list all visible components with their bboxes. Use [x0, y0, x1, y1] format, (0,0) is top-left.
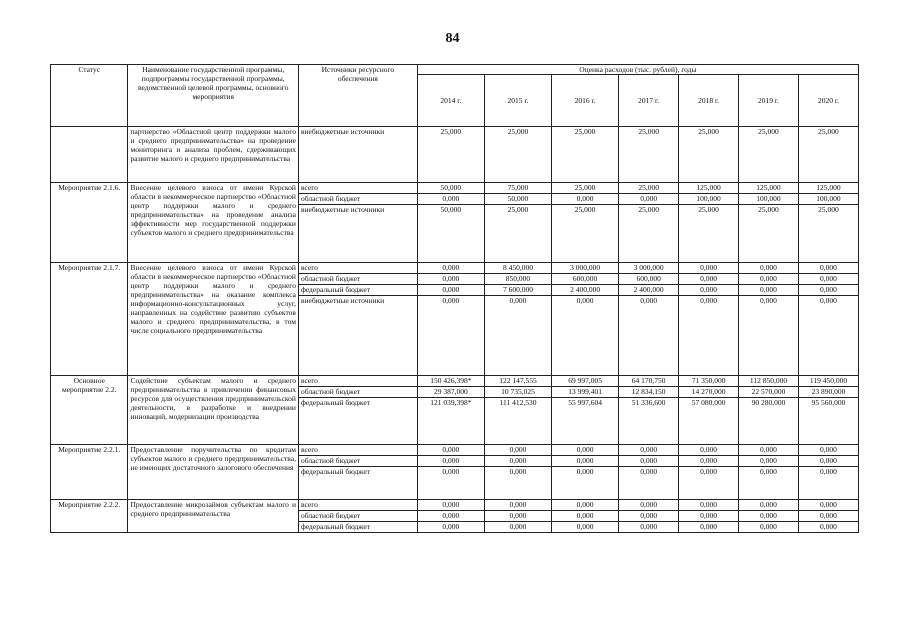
value-cell: 0,000 — [552, 522, 619, 533]
value-cell: 25,000 — [619, 183, 679, 194]
value-cell: 75,000 — [484, 183, 551, 194]
page-number: 84 — [445, 31, 460, 46]
header-year: 2016 г. — [552, 75, 619, 127]
value-cell: 0,000 — [739, 500, 799, 511]
value-cell: 0,000 — [417, 511, 484, 522]
name-cell: Внесение целевого взноса от имени Курской области в некоммерческое партнерство «Областной центр поддержки малого и среднего предпринимательства» на проведение анализа эффективности мер государственной поддержки субъектов малого и среднего предпринимательства — [128, 183, 298, 263]
value-cell: 0,000 — [417, 285, 484, 296]
value-cell: 14 270,000 — [679, 387, 739, 398]
source-cell: областной бюджет — [298, 274, 417, 285]
value-cell: 0,000 — [484, 456, 551, 467]
value-cell: 25,000 — [798, 205, 858, 263]
value-cell: 3 000,000 — [552, 263, 619, 274]
value-cell: 0,000 — [552, 445, 619, 456]
value-cell: 112 850,000 — [739, 376, 799, 387]
source-cell: федеральный бюджет — [298, 467, 417, 500]
value-cell: 8 450,000 — [484, 263, 551, 274]
value-cell: 0,000 — [739, 456, 799, 467]
value-cell: 0,000 — [798, 511, 858, 522]
value-cell: 0,000 — [739, 445, 799, 456]
table-row — [51, 263, 859, 274]
value-cell: 111 412,530 — [484, 398, 551, 445]
source-cell: всего — [298, 183, 417, 194]
status-cell: Мероприятие 2.2.1. — [51, 445, 128, 500]
value-cell: 600,000 — [552, 274, 619, 285]
value-cell: 25,000 — [798, 127, 858, 183]
name-cell: Внесение целевого взноса от имени Курской области в некоммерческое партнерство «Областной центр поддержки малого и среднего предпринимательства» на оказание комплекса информационно-консультационных услуг, направленных на содействие развитию субъектов малого и среднего предпринимательства, в том числе социального предпринимательства — [128, 263, 298, 376]
value-cell: 0,000 — [679, 274, 739, 285]
status-cell: Мероприятие 2.2.2. — [51, 500, 128, 533]
value-cell: 3 000,000 — [619, 263, 679, 274]
value-cell: 7 600,000 — [484, 285, 551, 296]
name-cell: Предоставление микрозаймов субъектам малого и среднего предпринимательства — [128, 500, 298, 533]
source-cell: областной бюджет — [298, 194, 417, 205]
table-row — [51, 376, 859, 387]
value-cell: 0,000 — [739, 511, 799, 522]
value-cell: 0,000 — [798, 274, 858, 285]
value-cell: 122 147,555 — [484, 376, 551, 387]
header-year: 2018 г. — [679, 75, 739, 127]
value-cell: 25,000 — [619, 127, 679, 183]
value-cell: 25,000 — [552, 205, 619, 263]
header-year: 2014 г. — [417, 75, 484, 127]
value-cell: 50,000 — [417, 183, 484, 194]
value-cell: 0,000 — [739, 285, 799, 296]
value-cell: 0,000 — [484, 296, 551, 376]
value-cell: 0,000 — [679, 456, 739, 467]
value-cell: 0,000 — [552, 467, 619, 500]
name-cell: Предоставление поручительства по кредитам субъектов малого и среднего предпринимательства, не имеющих достаточного залогового обеспечения — [128, 445, 298, 500]
value-cell: 25,000 — [679, 205, 739, 263]
value-cell: 0,000 — [417, 456, 484, 467]
value-cell: 0,000 — [679, 500, 739, 511]
value-cell: 55 997,604 — [552, 398, 619, 445]
value-cell: 0,000 — [739, 467, 799, 500]
value-cell: 0,000 — [798, 285, 858, 296]
source-cell: внебюджетные источники — [298, 205, 417, 263]
value-cell: 600,000 — [619, 274, 679, 285]
value-cell: 51 336,600 — [619, 398, 679, 445]
value-cell: 25,000 — [417, 127, 484, 183]
value-cell: 0,000 — [798, 445, 858, 456]
budget-table — [50, 64, 859, 533]
value-cell: 125,000 — [798, 183, 858, 194]
value-cell: 150 426,398* — [417, 376, 484, 387]
value-cell: 0,000 — [417, 194, 484, 205]
value-cell: 0,000 — [619, 296, 679, 376]
value-cell: 29 387,000 — [417, 387, 484, 398]
value-cell: 0,000 — [619, 500, 679, 511]
value-cell: 0,000 — [679, 467, 739, 500]
value-cell: 0,000 — [798, 456, 858, 467]
value-cell: 0,000 — [417, 522, 484, 533]
value-cell: 25,000 — [679, 127, 739, 183]
value-cell: 69 997,005 — [552, 376, 619, 387]
value-cell: 64 170,750 — [619, 376, 679, 387]
value-cell: 50,000 — [417, 205, 484, 263]
value-cell: 0,000 — [798, 500, 858, 511]
value-cell: 100,000 — [798, 194, 858, 205]
value-cell: 25,000 — [552, 183, 619, 194]
header-estimate: Оценка расходов (тыс. рублей), годы — [417, 65, 858, 75]
value-cell: 23 890,000 — [798, 387, 858, 398]
source-cell: всего — [298, 376, 417, 387]
value-cell: 50,000 — [484, 194, 551, 205]
value-cell: 25,000 — [484, 127, 551, 183]
value-cell: 2 400,000 — [552, 285, 619, 296]
value-cell: 125,000 — [679, 183, 739, 194]
value-cell: 0,000 — [739, 274, 799, 285]
value-cell: 0,000 — [552, 194, 619, 205]
value-cell: 0,000 — [619, 467, 679, 500]
value-cell: 0,000 — [619, 522, 679, 533]
source-cell: федеральный бюджет — [298, 285, 417, 296]
value-cell: 0,000 — [484, 445, 551, 456]
value-cell: 10 735,025 — [484, 387, 551, 398]
status-cell: Мероприятие 2.1.7. — [51, 263, 128, 376]
source-cell: областной бюджет — [298, 456, 417, 467]
header-year: 2019 г. — [739, 75, 799, 127]
value-cell: 0,000 — [484, 500, 551, 511]
value-cell: 125,000 — [739, 183, 799, 194]
source-cell: федеральный бюджет — [298, 522, 417, 533]
value-cell: 0,000 — [798, 467, 858, 500]
table-row — [51, 500, 859, 511]
source-cell: федеральный бюджет — [298, 398, 417, 445]
status-cell: Мероприятие 2.1.6. — [51, 183, 128, 263]
value-cell: 0,000 — [679, 511, 739, 522]
value-cell: 0,000 — [484, 511, 551, 522]
source-cell: областной бюджет — [298, 387, 417, 398]
value-cell: 90 280,000 — [739, 398, 799, 445]
value-cell: 0,000 — [679, 296, 739, 376]
value-cell: 25,000 — [552, 127, 619, 183]
header-sources: Источники ресурсного обеспечения — [298, 65, 417, 127]
value-cell: 0,000 — [739, 263, 799, 274]
status-cell — [51, 127, 128, 183]
value-cell: 0,000 — [417, 263, 484, 274]
value-cell: 0,000 — [552, 296, 619, 376]
value-cell: 0,000 — [619, 194, 679, 205]
value-cell: 25,000 — [619, 205, 679, 263]
header-name: Наименование государственной программы, подпрограммы государственной программы, ведомственной целевой программы, основного мероприятия — [128, 65, 298, 127]
value-cell: 0,000 — [798, 296, 858, 376]
value-cell: 0,000 — [417, 500, 484, 511]
value-cell: 0,000 — [484, 467, 551, 500]
value-cell: 0,000 — [679, 285, 739, 296]
value-cell: 0,000 — [552, 511, 619, 522]
value-cell: 0,000 — [619, 511, 679, 522]
value-cell: 57 080,000 — [679, 398, 739, 445]
header-year: 2017 г. — [619, 75, 679, 127]
value-cell: 25,000 — [739, 127, 799, 183]
table-row — [51, 127, 859, 183]
value-cell: 0,000 — [552, 500, 619, 511]
source-cell: всего — [298, 500, 417, 511]
source-cell: областной бюджет — [298, 511, 417, 522]
value-cell: 100,000 — [739, 194, 799, 205]
value-cell: 25,000 — [484, 205, 551, 263]
source-cell: всего — [298, 445, 417, 456]
value-cell: 0,000 — [619, 445, 679, 456]
value-cell: 0,000 — [679, 522, 739, 533]
header-status: Статус — [51, 65, 128, 127]
value-cell: 0,000 — [484, 522, 551, 533]
value-cell: 13 999,401 — [552, 387, 619, 398]
value-cell: 119 450,000 — [798, 376, 858, 387]
name-cell: партнерство «Областной центр поддержки малого и среднего предпринимательства» на проведение мониторинга и анализа проблем, сдерживающих развитие малого и среднего предпринимательства — [128, 127, 298, 183]
value-cell: 2 400,000 — [619, 285, 679, 296]
value-cell: 121 039,398* — [417, 398, 484, 445]
value-cell: 0,000 — [417, 445, 484, 456]
value-cell: 100,000 — [679, 194, 739, 205]
name-cell: Содействие субъектам малого и среднего предпринимательства в привлечении финансовых ресурсов для осуществления предпринимательской деятельности, в разработке и внедрении инноваций, модернизации производства — [128, 376, 298, 445]
header-year: 2020 г. — [798, 75, 858, 127]
value-cell: 0,000 — [798, 263, 858, 274]
value-cell: 0,000 — [417, 467, 484, 500]
value-cell: 95 560,000 — [798, 398, 858, 445]
value-cell: 0,000 — [798, 522, 858, 533]
value-cell: 0,000 — [679, 445, 739, 456]
value-cell: 0,000 — [739, 296, 799, 376]
source-cell: всего — [298, 263, 417, 274]
value-cell: 0,000 — [417, 296, 484, 376]
value-cell: 71 350,000 — [679, 376, 739, 387]
status-cell: Основное мероприятие 2.2. — [51, 376, 128, 445]
value-cell: 0,000 — [417, 274, 484, 285]
header-year: 2015 г. — [484, 75, 551, 127]
value-cell: 0,000 — [619, 456, 679, 467]
value-cell: 0,000 — [739, 522, 799, 533]
source-cell: внебюджетные источники — [298, 127, 417, 183]
value-cell: 0,000 — [552, 456, 619, 467]
table-row — [51, 183, 859, 194]
source-cell: внебюджетные источники — [298, 296, 417, 376]
table-row — [51, 445, 859, 456]
value-cell: 850,000 — [484, 274, 551, 285]
value-cell: 0,000 — [679, 263, 739, 274]
value-cell: 25,000 — [739, 205, 799, 263]
value-cell: 22 570,000 — [739, 387, 799, 398]
value-cell: 12 834,150 — [619, 387, 679, 398]
